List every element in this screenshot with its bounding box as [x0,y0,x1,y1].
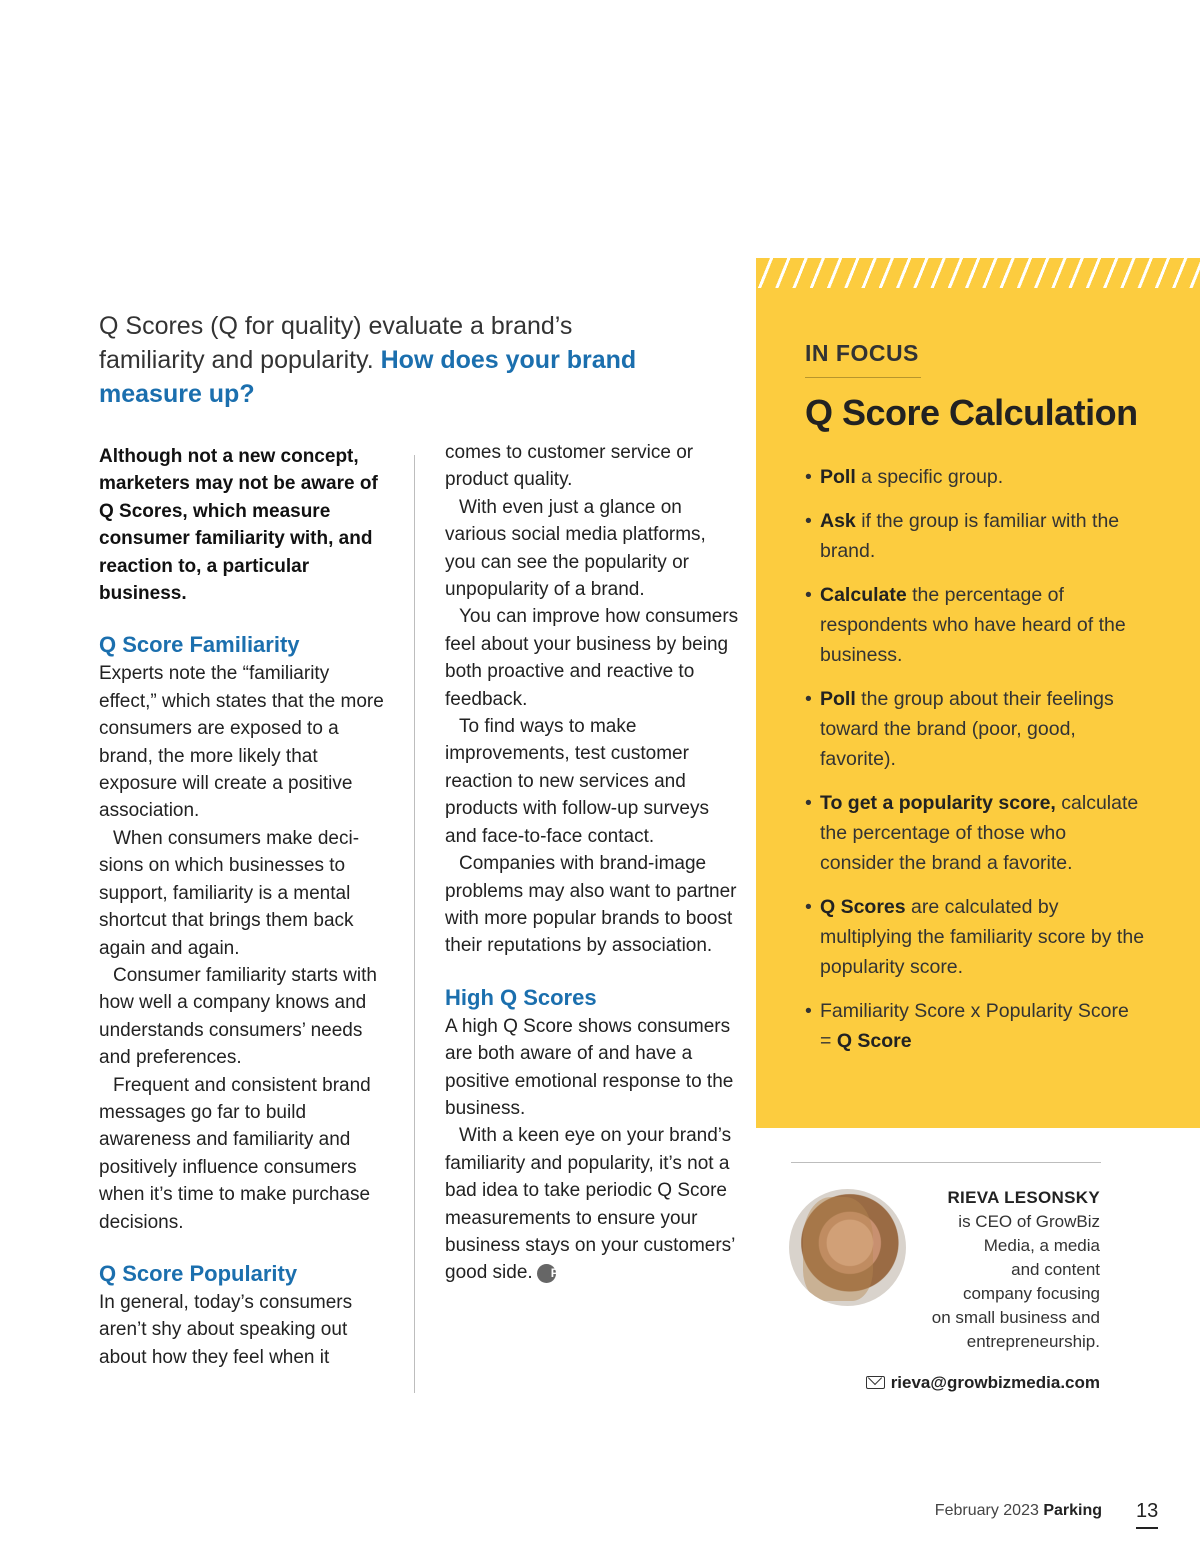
list-item: • Poll a specific group. [805,462,1145,492]
paragraph: When consumers make decisions on which businesses to support, familiarity is a mental shortcut that brings them back again and again. [99,827,360,959]
paragraph-text: With a keen eye on your brand’s familiarity and popularity, it’s not a bad idea to take periodic Q Score measurements to ensure your business stays on your customers’ good side. [445,1125,735,1284]
paragraph-split [99,1289,389,1371]
bio-line: and content [1011,1260,1100,1279]
list-item: • Q Scores are calculated by multiplying the familiarity score by the popularity score. [805,892,1145,982]
paragraph-start: In general, today’s consumers aren’t shy about speaking out about how they feel when it [99,1291,353,1368]
bio-line: entrepreneurship. [966,1332,1100,1351]
article-column-2 [445,439,740,1287]
bio-line: on small business and [931,1308,1100,1327]
paragraph: Experts note the “familiarity effect,” which states that the more consumers are exposed to a brand, the more likely that exposure will create a positive association. [99,663,384,822]
mail-icon [866,1376,885,1389]
issue-date: February 2023 [934,1502,1039,1519]
paragraph: With even just a glance on various social media platforms, you can see the popularity or unpopularity of a brand. [445,496,706,601]
author-email-link[interactable]: rieva@growbizmedia.com [866,1371,1100,1395]
in-focus-label: IN FOCUS [805,340,919,366]
heading-high-q-scores: High Q Scores [445,984,597,1010]
paragraph: You can improve how consumers feel about your business by being both proactive and reactive to feedback. [445,606,739,710]
list-item: • Calculate the percentage of respondents who have heard of the business. [805,580,1145,670]
magazine-name: Parking [1043,1502,1102,1519]
author-bio [890,1186,1100,1392]
page-number: 13 [1136,1500,1159,1522]
paragraph [445,1122,740,1286]
page-footer [935,1502,1102,1520]
heading-popularity: Q Score Popularity [99,1260,298,1286]
author-avatar [789,1189,906,1306]
bio-divider [791,1162,1101,1163]
list-item: • Poll the group about their feelings toward the brand (poor, good, favorite). [805,684,1145,774]
bio-line: is CEO of GrowBiz [958,1212,1100,1231]
striped-banner [756,258,1200,288]
paragraph: A high Q Score shows consumers are both aware of and have a positive emotional response to the business. [445,1015,734,1119]
column-divider [414,455,415,1393]
intro-deck [99,309,639,411]
parking-end-mark-icon: P [537,1264,556,1283]
article-column-1 [99,443,389,1371]
heading-familiarity: Q Score Familiarity [99,632,300,658]
label-underline [805,377,921,378]
paragraph: To find ways to make improvements, test customer reaction to new services and products with follow-up surveys and face-to-face contact. [445,716,709,847]
bio-line: Media, a media [983,1236,1100,1255]
bio-line: company focusing [962,1284,1100,1303]
author-name: RIEVA LESONSKY [947,1188,1100,1207]
calculation-steps [805,462,1145,1070]
paragraph: Frequent and consistent brand messages go far to build awareness and familiarity and positively influence consumers when it’s time to make purchase decisions. [99,1074,371,1233]
list-item: • To get a popularity score, calculate the percentage of those who consider the brand a favorite. [805,788,1145,878]
focus-title: Q Score Calculation [805,392,1138,433]
list-item: • Ask if the group is familiar with the brand. [805,506,1145,566]
list-item-formula: • Familiarity Score x Popularity Score = Q Score [805,996,1145,1056]
paragraph: Companies with brand-image problems may also want to partner with more popular brands to boost their reputations by association. [445,853,737,957]
page-number-underline [1136,1527,1158,1529]
paragraph: Consumer familiarity starts with how well a company knows and understands consumers’ needs and preferences. [99,964,377,1069]
intro-text: Q Scores (Q for quality) evaluate a brand’s familiarity and popularity. [99,312,573,374]
article-lead: Although not a new concept, marketers may not be aware of Q Scores, which measure consumer familiarity with, and reaction to, a particular business. [99,446,378,605]
paragraph-continued: comes to customer service or product quality. [445,442,694,491]
intro-highlight: How does your brand measure up? [99,346,637,408]
